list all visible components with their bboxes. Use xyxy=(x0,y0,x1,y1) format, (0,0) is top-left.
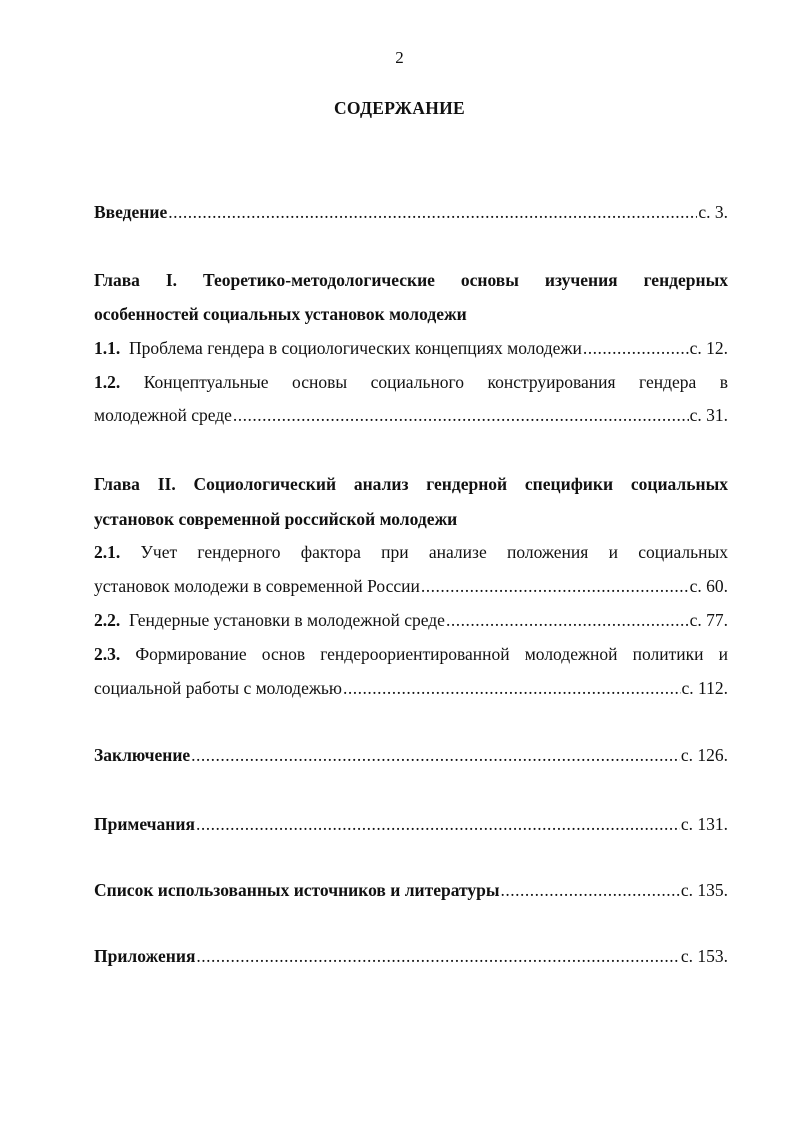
section-page: с. 31. xyxy=(689,405,728,425)
toc-intro-page: с. 3. xyxy=(698,202,728,222)
toc-leader-dots xyxy=(191,744,680,766)
toc-intro-label: Введение xyxy=(94,202,168,222)
section-title: Проблема гендера в социологических концепциях молодежи xyxy=(129,338,582,358)
page-title: СОДЕРЖАНИЕ xyxy=(333,98,465,118)
toc-leader-dots xyxy=(196,945,679,967)
section-page: с. 112. xyxy=(681,678,728,698)
section-title-cont: молодежной среде xyxy=(94,405,232,425)
section-title-cont: установок молодежи в современной России xyxy=(94,576,420,596)
chapter2-heading-line1: Глава II. Социологический анализ гендерной специфики социальных xyxy=(94,474,728,494)
section-title-cont: социальной работы с молодежью xyxy=(94,678,342,698)
chapter1-heading-line2: особенностей социальных установок молодежи xyxy=(94,304,467,324)
toc-entry-2-3-line1[interactable] xyxy=(94,643,728,665)
chapter2-heading-line2: установок современной российской молодежи xyxy=(94,509,458,529)
section-title: Учет гендерного фактора при анализе положения и социальных xyxy=(140,542,728,562)
section-number: 1.2. xyxy=(94,372,121,392)
section-title: Формирование основ гендероориентированной молодежной политики и xyxy=(135,644,728,664)
toc-conclusion-label: Заключение xyxy=(94,745,191,765)
toc-leader-dots xyxy=(446,609,689,631)
page-number: 2 xyxy=(395,48,404,67)
toc-entry-1-1[interactable] xyxy=(94,337,728,359)
toc-conclusion-page: с. 126. xyxy=(680,745,728,765)
toc-leader-dots xyxy=(421,575,689,597)
toc-leader-dots xyxy=(196,813,680,835)
toc-leader-dots xyxy=(583,337,689,359)
section-page: с. 77. xyxy=(689,610,728,630)
toc-leader-dots xyxy=(233,404,689,426)
toc-entry-notes[interactable] xyxy=(94,813,728,835)
toc-appendices-page: с. 153. xyxy=(680,946,728,966)
toc-entry-1-2-line2[interactable] xyxy=(94,404,728,426)
toc-entry-conclusion[interactable] xyxy=(94,744,728,766)
section-number: 2.3. xyxy=(94,644,121,664)
section-title: Концептуальные основы социального конструирования гендера в xyxy=(143,372,728,392)
toc-notes-page: с. 131. xyxy=(680,814,728,834)
toc-leader-dots xyxy=(343,677,681,699)
toc-leader-dots xyxy=(168,201,697,223)
section-title: Гендерные установки в молодежной среде xyxy=(129,610,445,630)
section-number: 2.2. xyxy=(94,610,121,630)
toc-entry-2-3-line2[interactable] xyxy=(94,677,728,699)
toc-entry-1-2-line1[interactable] xyxy=(94,371,728,393)
toc-sources-page: с. 135. xyxy=(680,880,728,900)
toc-entry-2-1-line1[interactable] xyxy=(94,541,728,563)
toc-sources-label: Список использованных источников и литературы xyxy=(94,880,500,900)
toc-entry-2-1-line2[interactable] xyxy=(94,575,728,597)
toc-leader-dots xyxy=(501,879,680,901)
toc-entry-sources[interactable] xyxy=(94,879,728,901)
section-page: с. 60. xyxy=(689,576,728,596)
toc-appendices-label: Приложения xyxy=(94,946,196,966)
toc-entry-appendices[interactable] xyxy=(94,945,728,967)
toc-notes-label: Примечания xyxy=(94,814,195,834)
section-number: 2.1. xyxy=(94,542,121,562)
section-number: 1.1. xyxy=(94,338,121,358)
toc-entry-2-2[interactable] xyxy=(94,609,728,631)
section-page: с. 12. xyxy=(689,338,728,358)
toc-entry-intro[interactable] xyxy=(94,201,728,223)
chapter1-heading-line1: Глава I. Теоретико-методологические основы изучения гендерных xyxy=(94,270,728,290)
